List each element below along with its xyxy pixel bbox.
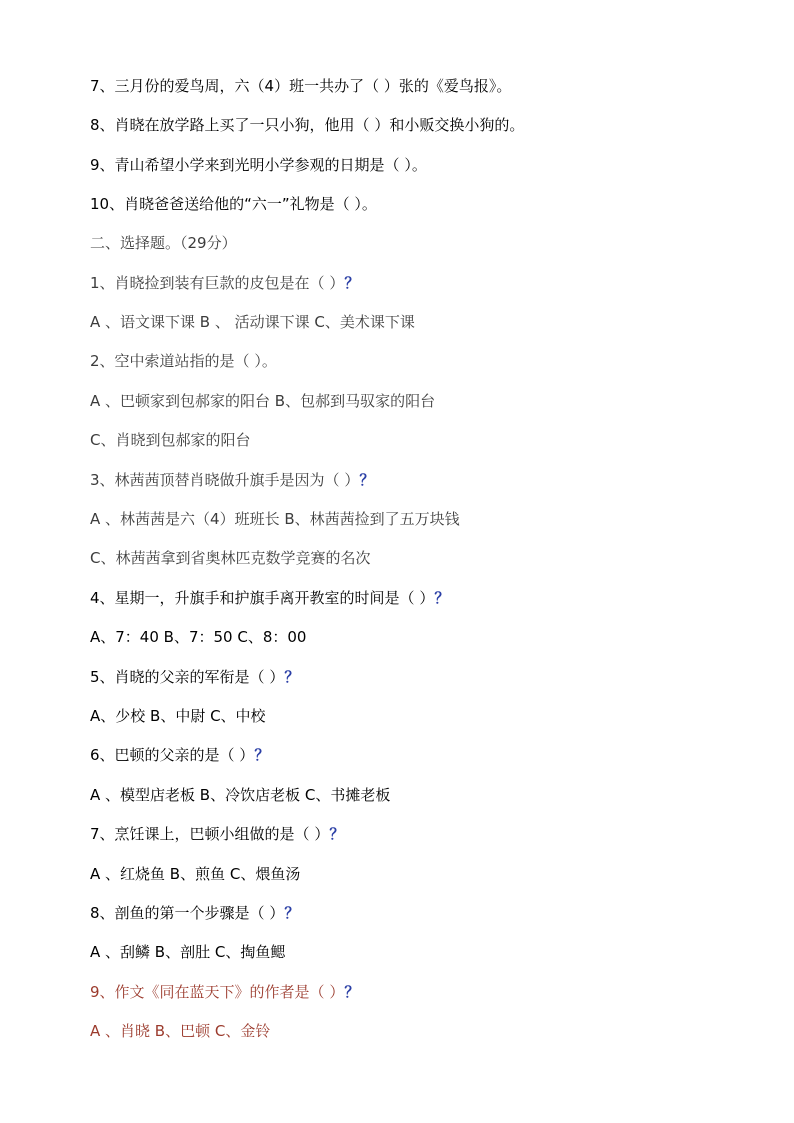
options-text: A 、模型店老板 B、冷饮店老板 C、书摊老板 (90, 786, 391, 804)
fill-in-question-7 (90, 76, 511, 96)
question-mark: ？ (284, 668, 300, 686)
question-text: 2、空中索道站指的是（ ）。 (90, 352, 277, 370)
choice-question-1 (90, 273, 359, 293)
question-mark: ？ (344, 274, 360, 292)
question-text: 8、剖鱼的第一个步骤是（ ） (90, 904, 285, 922)
choice-question-7 (90, 824, 344, 844)
options-text: A 、林茜茜是六（4）班班长 B、林茜茜捡到了五万块钱 (90, 510, 460, 528)
choice-options-6 (90, 785, 390, 805)
choice-question-8 (90, 903, 299, 923)
choice-question-4 (90, 588, 449, 608)
line-text: 9、青山希望小学来到光明小学参观的日期是（ ）。 (90, 156, 427, 174)
question-mark: ？ (344, 983, 360, 1001)
question-text: 5、肖晓的父亲的军衔是（ ） (90, 668, 285, 686)
choice-question-6 (90, 745, 269, 765)
question-mark: ？ (434, 589, 450, 607)
options-text: C、肖晓到包郝家的阳台 (90, 431, 251, 449)
fill-in-question-9 (90, 155, 427, 175)
question-mark: ？ (254, 746, 270, 764)
line-text: 7、三月份的爱鸟周，六（4）班一共办了（ ）张的《爱鸟报》。 (90, 77, 512, 95)
question-mark: ？ (329, 825, 345, 843)
line-text: 8、肖晓在放学路上买了一只小狗，他用（ ）和小贩交换小狗的。 (90, 116, 525, 134)
options-text: A 、肖晓 B、巴顿 C、金铃 (90, 1022, 271, 1040)
choice-options-4 (90, 627, 306, 647)
choice-options-9 (90, 1021, 270, 1041)
options-text: A 、刮鳞 B、剖肚 C、掏鱼鳃 (90, 943, 286, 961)
question-text: 3、林茜茜顶替肖晓做升旗手是因为（ ） (90, 471, 360, 489)
choice-question-3 (90, 470, 374, 490)
choice-options-3b (90, 548, 370, 568)
options-text: A 、巴顿家到包郝家的阳台 B、包郝到马驭家的阳台 (90, 392, 436, 410)
choice-options-2a (90, 391, 435, 411)
choice-question-9 (90, 982, 359, 1002)
choice-options-1 (90, 312, 415, 332)
choice-options-2b (90, 430, 250, 450)
options-text: C、林茜茜拿到省奥林匹克数学竞赛的名次 (90, 549, 371, 567)
fill-in-question-10 (90, 194, 377, 214)
choice-options-8 (90, 942, 285, 962)
section-heading-choice (90, 233, 237, 253)
fill-in-question-8 (90, 115, 524, 135)
choice-options-3a (90, 509, 460, 529)
question-mark: ？ (359, 471, 375, 489)
options-text: A 、语文课下课 B 、 活动课下课 C、美术课下课 (90, 313, 415, 331)
options-text: A、少校 B、中尉 C、中校 (90, 707, 266, 725)
question-text: 7、烹饪课上，巴顿小组做的是（ ） (90, 825, 330, 843)
choice-options-7 (90, 864, 300, 884)
section-title: 二、选择题。（29分） (90, 234, 237, 252)
options-text: A 、红烧鱼 B、煎鱼 C、煨鱼汤 (90, 865, 301, 883)
line-text: 10、肖晓爸爸送给他的“六一”礼物是（ ）。 (90, 195, 377, 213)
question-text: 6、巴顿的父亲的是（ ） (90, 746, 255, 764)
question-text: 9、作文《同在蓝天下》的作者是（ ） (90, 983, 345, 1001)
choice-options-5 (90, 706, 266, 726)
choice-question-5 (90, 667, 299, 687)
question-mark: ？ (284, 904, 300, 922)
question-text: 4、星期一，升旗手和护旗手离开教室的时间是（ ） (90, 589, 435, 607)
options-text: A、7：40 B、7：50 C、8：00 (90, 628, 307, 646)
choice-question-2 (90, 351, 277, 371)
question-text: 1、肖晓捡到装有巨款的皮包是在（ ） (90, 274, 345, 292)
